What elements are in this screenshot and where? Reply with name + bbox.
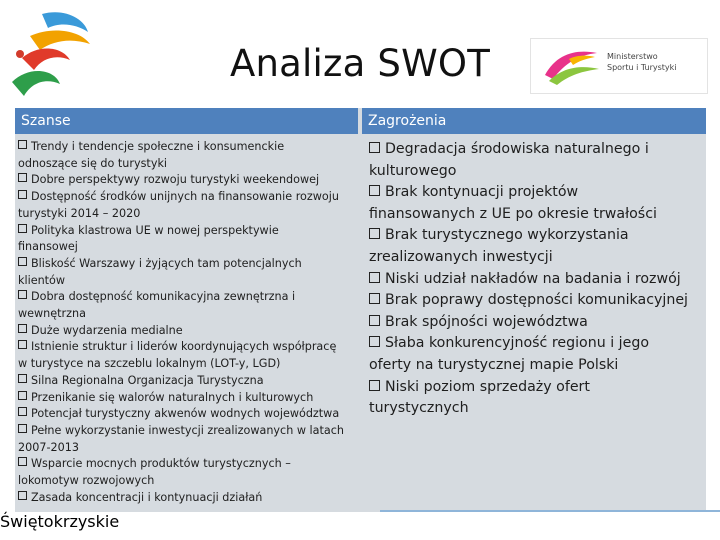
slide-title: Analiza SWOT (229, 42, 491, 85)
checkbox-bullet-icon (18, 257, 27, 266)
checkbox-bullet-icon (369, 315, 380, 326)
list-item (18, 239, 358, 256)
list-item-text: turystycznych (369, 400, 469, 417)
list-item (18, 390, 358, 407)
checkbox-bullet-icon (18, 140, 27, 149)
list-item-text: lokomotyw rozwojowych (18, 474, 155, 488)
list-item-text: Dobre perspektywy rozwoju turystyki weekendowej (31, 173, 320, 187)
list-item (369, 290, 705, 312)
list-item (18, 323, 358, 340)
list-item-text: klientów (18, 273, 66, 287)
list-item-text: Potencjał turystyczny akwenów wodnych województwa (31, 407, 340, 421)
list-item (18, 306, 358, 323)
list-item-text: Bliskość Warszawy i żyjących tam potencjalnych (31, 256, 302, 270)
list-item (369, 204, 705, 226)
list-item (369, 398, 705, 420)
ministry-logo (530, 38, 708, 94)
list-item-text: Polityka klastrowa UE w nowej perspektywie (31, 223, 279, 237)
list-item-text: kulturowego (369, 162, 457, 179)
list-item (18, 139, 358, 156)
threats-list (369, 139, 705, 420)
checkbox-bullet-icon (18, 340, 27, 349)
checkbox-bullet-icon (18, 290, 27, 299)
list-item-text: Dostępność środków unijnych na finansowanie rozwoju (31, 190, 339, 204)
checkbox-bullet-icon (369, 380, 380, 391)
list-item-text: Degradacja środowiska naturalnego i (385, 141, 649, 157)
checkbox-bullet-icon (369, 142, 380, 153)
checkbox-bullet-icon (18, 173, 27, 182)
list-item (18, 490, 358, 507)
list-item (18, 373, 358, 390)
footer-brand: Świętokrzyskie (0, 512, 720, 540)
list-item-text: Niski poziom sprzedaży ofert (385, 378, 590, 395)
list-item-text: Wsparcie mocnych produktów turystycznych – (31, 457, 291, 471)
list-item-text: Duże wydarzenia medialne (31, 323, 183, 337)
list-item (18, 189, 358, 206)
list-item (18, 273, 358, 290)
list-item-text: 2007-2013 (18, 440, 79, 454)
list-item (369, 269, 705, 291)
list-item-text: Dobra dostępność komunikacyjna zewnętrzna i (31, 290, 296, 304)
list-item (369, 225, 705, 247)
ministry-line-2: Sportu i Turystyki (607, 63, 677, 72)
list-item (18, 156, 358, 173)
ministry-emblem-icon (539, 45, 605, 87)
list-item-text: finansowanych z UE po okresie trwałości (369, 205, 657, 222)
ministry-line-1: Ministerstwo (607, 52, 658, 61)
checkbox-bullet-icon (18, 190, 27, 199)
list-item-text: turystyki 2014 – 2020 (18, 206, 141, 220)
list-item-text: Brak poprawy dostępności komunikacyjnej (385, 292, 689, 309)
checkbox-bullet-icon (369, 185, 380, 196)
checkbox-bullet-icon (18, 491, 27, 500)
list-item-text: finansowej (18, 240, 78, 254)
checkbox-bullet-icon (18, 457, 27, 466)
checkbox-bullet-icon (18, 424, 27, 433)
list-item (369, 247, 705, 269)
checkbox-bullet-icon (18, 391, 27, 400)
list-item (369, 139, 705, 161)
list-item-text: zrealizowanych inwestycji (369, 248, 553, 265)
list-item-text: Brak spójności województwa (385, 313, 588, 330)
list-item (369, 312, 705, 334)
checkbox-bullet-icon (18, 407, 27, 416)
list-item (18, 440, 358, 457)
opportunities-header: Szanse (15, 108, 358, 134)
list-item (18, 339, 358, 356)
list-item (18, 473, 358, 490)
list-item (369, 333, 705, 355)
list-item-text: Istnienie struktur i liderów koordynujących współpracę (31, 340, 337, 354)
threats-header: Zagrożenia (362, 108, 706, 134)
list-item-text: wewnętrzna (18, 307, 86, 321)
list-item (369, 161, 705, 183)
list-item-text: Brak turystycznego wykorzystania (385, 227, 629, 244)
list-item-text: Zasada koncentracji i kontynuacji działań (31, 490, 263, 504)
list-item-text: w turystyce na szczeblu lokalnym (LOT-y, LGD) (18, 357, 281, 371)
list-item (18, 289, 358, 306)
list-item-text: oferty na turystycznej mapie Polski (369, 356, 619, 373)
checkbox-bullet-icon (369, 272, 380, 283)
list-item-text: Silna Regionalna Organizacja Turystyczna (31, 373, 264, 387)
list-item (18, 356, 358, 373)
list-item-text: Niski udział nakładów na badania i rozwój (385, 270, 681, 287)
list-item (18, 206, 358, 223)
checkbox-bullet-icon (369, 228, 380, 239)
checkbox-bullet-icon (18, 374, 27, 383)
list-item-text: Słaba konkurencyjność regionu i jego (385, 335, 650, 352)
list-item (18, 172, 358, 189)
checkbox-bullet-icon (369, 336, 380, 347)
list-item-text: odnoszące się do turystyki (18, 156, 168, 170)
list-item (18, 256, 358, 273)
list-item (18, 423, 358, 440)
list-item-text: Przenikanie się walorów naturalnych i kulturowych (31, 390, 314, 404)
list-item (369, 355, 705, 377)
list-item-text: Trendy i tendencje społeczne i konsumenckie (31, 140, 285, 153)
checkbox-bullet-icon (18, 224, 27, 233)
list-item (369, 377, 705, 399)
list-item (18, 406, 358, 423)
checkbox-bullet-icon (369, 293, 380, 304)
list-item (18, 456, 358, 473)
checkbox-bullet-icon (18, 324, 27, 333)
region-logo-icon (2, 4, 112, 104)
opportunities-list (18, 139, 358, 506)
list-item (369, 182, 705, 204)
list-item-text: Brak kontynuacji projektów (385, 184, 579, 201)
list-item (18, 223, 358, 240)
ministry-logo-text (607, 51, 677, 73)
list-item-text: Pełne wykorzystanie inwestycji zrealizowanych w latach (31, 423, 344, 437)
